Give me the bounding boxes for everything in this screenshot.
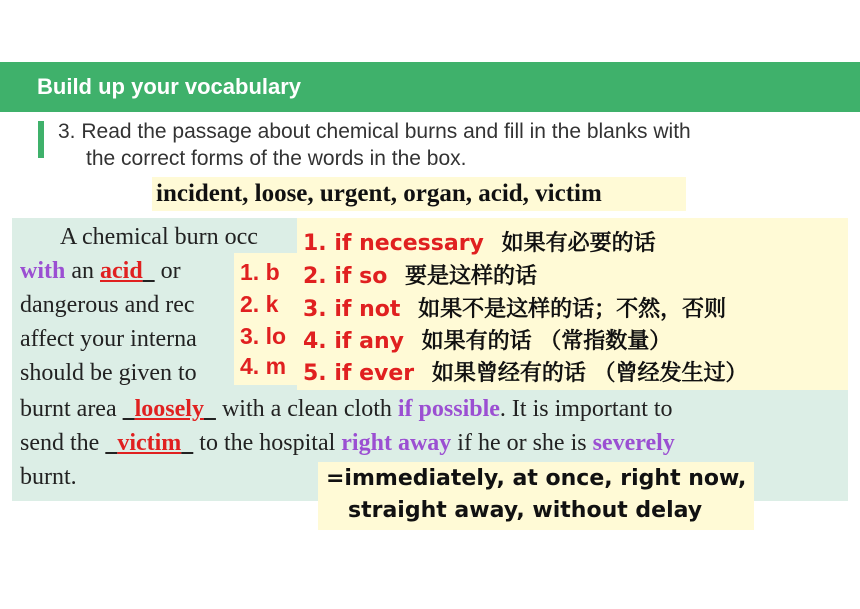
answer-acid: acid [100,258,143,284]
phrase-number: 5. [303,361,327,386]
word-box: incident, loose, urgent, organ, acid, victim [152,177,686,211]
keyword: with [20,258,66,284]
instruction-line-1: 3. Read the passage about chemical burns and fill in the blanks with [58,120,691,143]
passage-line-3 [20,292,195,319]
blank-underline [105,430,117,456]
passage-text: should be given to [20,360,197,386]
passage-text: send the [20,430,106,456]
phrase-chinese: 如果有必要的话 [501,231,656,256]
passage-line-6 [20,396,673,423]
phrase-row [303,292,726,323]
phrase-number: 1. [303,231,327,256]
keyword: severely [592,430,675,456]
passage-text: affect your interna [20,326,197,352]
passage-text: to the hospital [193,430,342,456]
passage-text: A chemical burn occ [60,224,258,250]
phrase-number: 3. [303,297,327,322]
phrase-row [303,356,748,387]
synonym-box [318,462,754,530]
keyword: right away [341,430,452,456]
passage-text: . It is important to [499,396,673,422]
popup-item: 2. k [240,291,279,317]
passage-line-7 [20,430,675,457]
section-banner [0,62,860,112]
answer-loosely: loosely [134,396,204,422]
passage-line-8 [20,464,77,491]
phrase-chinese: 如果曾经有的话 （曾经发生过） [431,361,748,386]
passage-text: if he or she is [451,430,593,456]
phrase-english: if ever [334,361,415,386]
instruction-text [58,118,848,172]
blank-underline [204,396,216,422]
passage-text: with a clean cloth [215,396,398,422]
phrase-english: if any [334,329,404,354]
phrase-row [303,324,671,355]
phrase-row [303,259,537,290]
popup-item: 3. lo [240,323,287,349]
phrase-number: 4. [303,329,327,354]
passage-text: an [65,258,100,284]
section-title: Build up your vocabulary [37,74,302,99]
passage-line-1 [60,224,258,251]
phrase-english: if not [334,297,401,322]
passage-line-4 [20,326,197,353]
popup-item: 1. b [240,259,280,285]
blank-underline [143,258,155,284]
instruction-line-2: the correct forms of the words in the box. [86,147,467,170]
phrase-chinese: 要是这样的话 [405,264,538,289]
synonym-line-2: straight away, without delay [348,498,703,523]
phrase-english: if necessary [334,231,484,256]
passage-text: burnt. [20,464,77,490]
synonym-line-1: =immediately, at once, right now, [326,466,747,491]
passage-line-2 [20,258,181,285]
answer-victim: victim [117,430,182,456]
keyword: if possible [397,396,500,422]
blank-underline [123,396,135,422]
accent-bar [38,121,44,158]
passage-text: or [154,258,181,284]
popup-if-phrases [297,218,848,390]
phrase-row [303,226,656,257]
phrase-english: if so [334,264,388,289]
popup-item: 4. m [240,353,287,379]
passage-text: dangerous and rec [20,292,195,318]
passage-text: burnt area [20,396,123,422]
phrase-number: 2. [303,264,327,289]
blank-underline [181,430,193,456]
phrase-chinese: 如果有的话 （常指数量） [421,329,672,354]
passage-line-5 [20,360,197,387]
phrase-chinese: 如果不是这样的话；不然，否则 [418,297,727,322]
